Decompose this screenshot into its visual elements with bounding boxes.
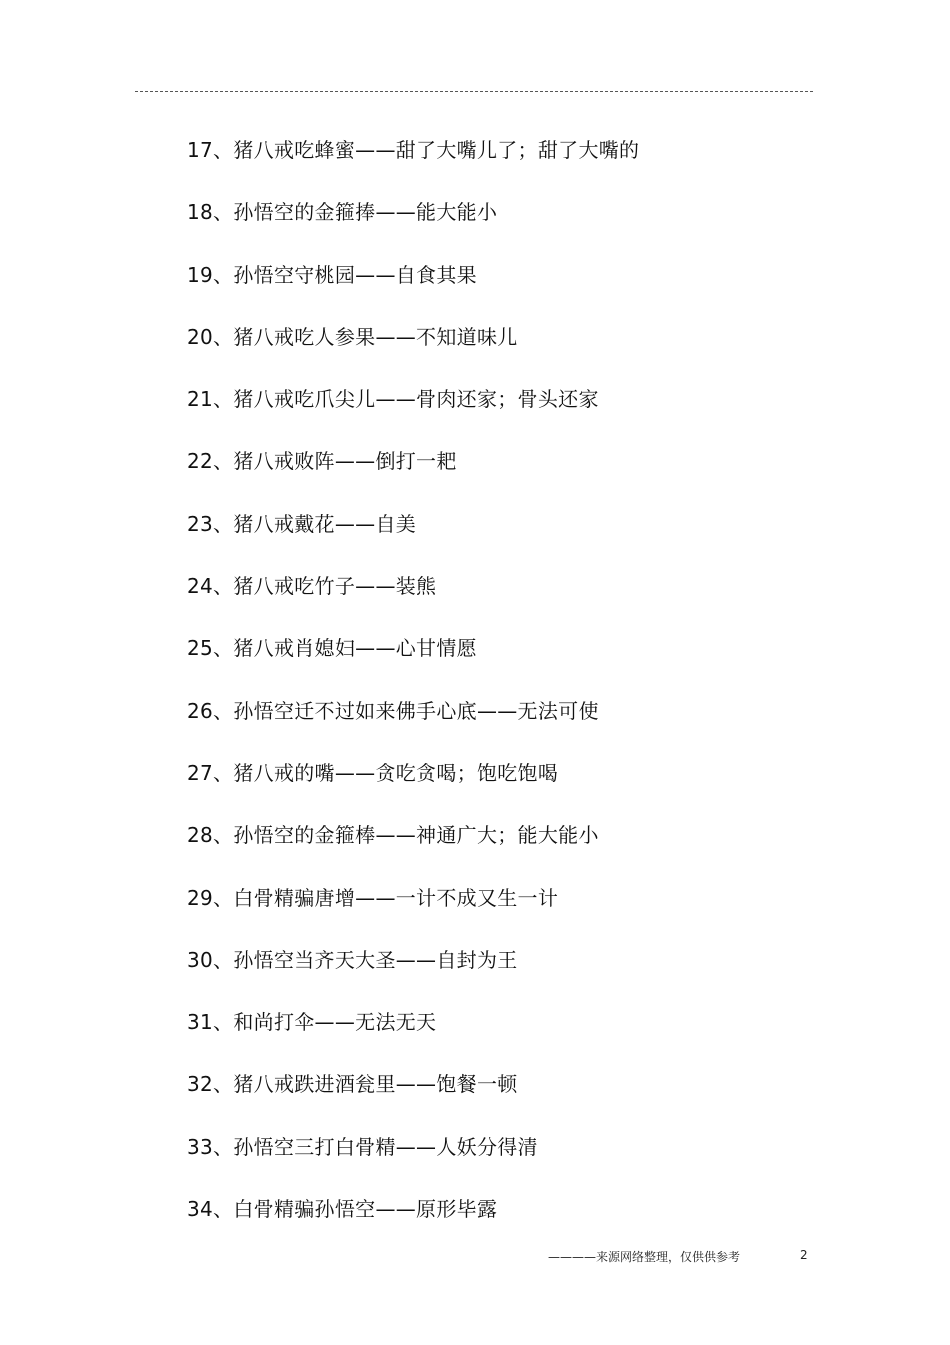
header-divider — [135, 91, 813, 92]
list-item: 28、孙悟空的金箍棒——神通广大；能大能小 — [187, 823, 599, 848]
list-item: 21、猪八戒吃爪尖儿——骨肉还家；骨头还家 — [187, 387, 599, 412]
list-item: 29、白骨精骗唐增——一计不成又生一计 — [187, 885, 559, 910]
list-item: 26、孙悟空迁不过如来佛手心底——无法可使 — [187, 698, 599, 723]
list-item: 31、和尚打伞——无法无天 — [187, 1010, 437, 1035]
list-item: 22、猪八戒败阵——倒打一耙 — [187, 449, 457, 474]
list-item: 34、白骨精骗孙悟空——原形毕露 — [187, 1197, 498, 1222]
list-item: 20、猪八戒吃人参果——不知道味儿 — [187, 324, 518, 349]
list-item: 18、孙悟空的金箍捧——能大能小 — [187, 200, 498, 225]
page-number: 2 — [800, 1248, 808, 1262]
list-item: 19、孙悟空守桃园——自食其果 — [187, 262, 477, 287]
list-item: 32、猪八戒跌进酒瓮里——饱餐一顿 — [187, 1072, 518, 1097]
footer-note: ————来源网络整理，仅供供参考 — [548, 1250, 741, 1264]
list-item: 24、猪八戒吃竹子——装熊 — [187, 574, 437, 599]
list-item: 30、孙悟空当齐天大圣——自封为王 — [187, 947, 518, 972]
list-item: 25、猪八戒肖媳妇——心甘情愿 — [187, 636, 477, 661]
list-item: 23、猪八戒戴花——自美 — [187, 511, 417, 536]
list-item: 33、孙悟空三打白骨精——人妖分得清 — [187, 1134, 538, 1159]
list-item: 17、猪八戒吃蜂蜜——甜了大嘴儿了；甜了大嘴的 — [187, 138, 640, 162]
list-item: 27、猪八戒的嘴——贪吃贪喝；饱吃饱喝 — [187, 760, 559, 785]
idiom-list — [187, 133, 639, 1254]
